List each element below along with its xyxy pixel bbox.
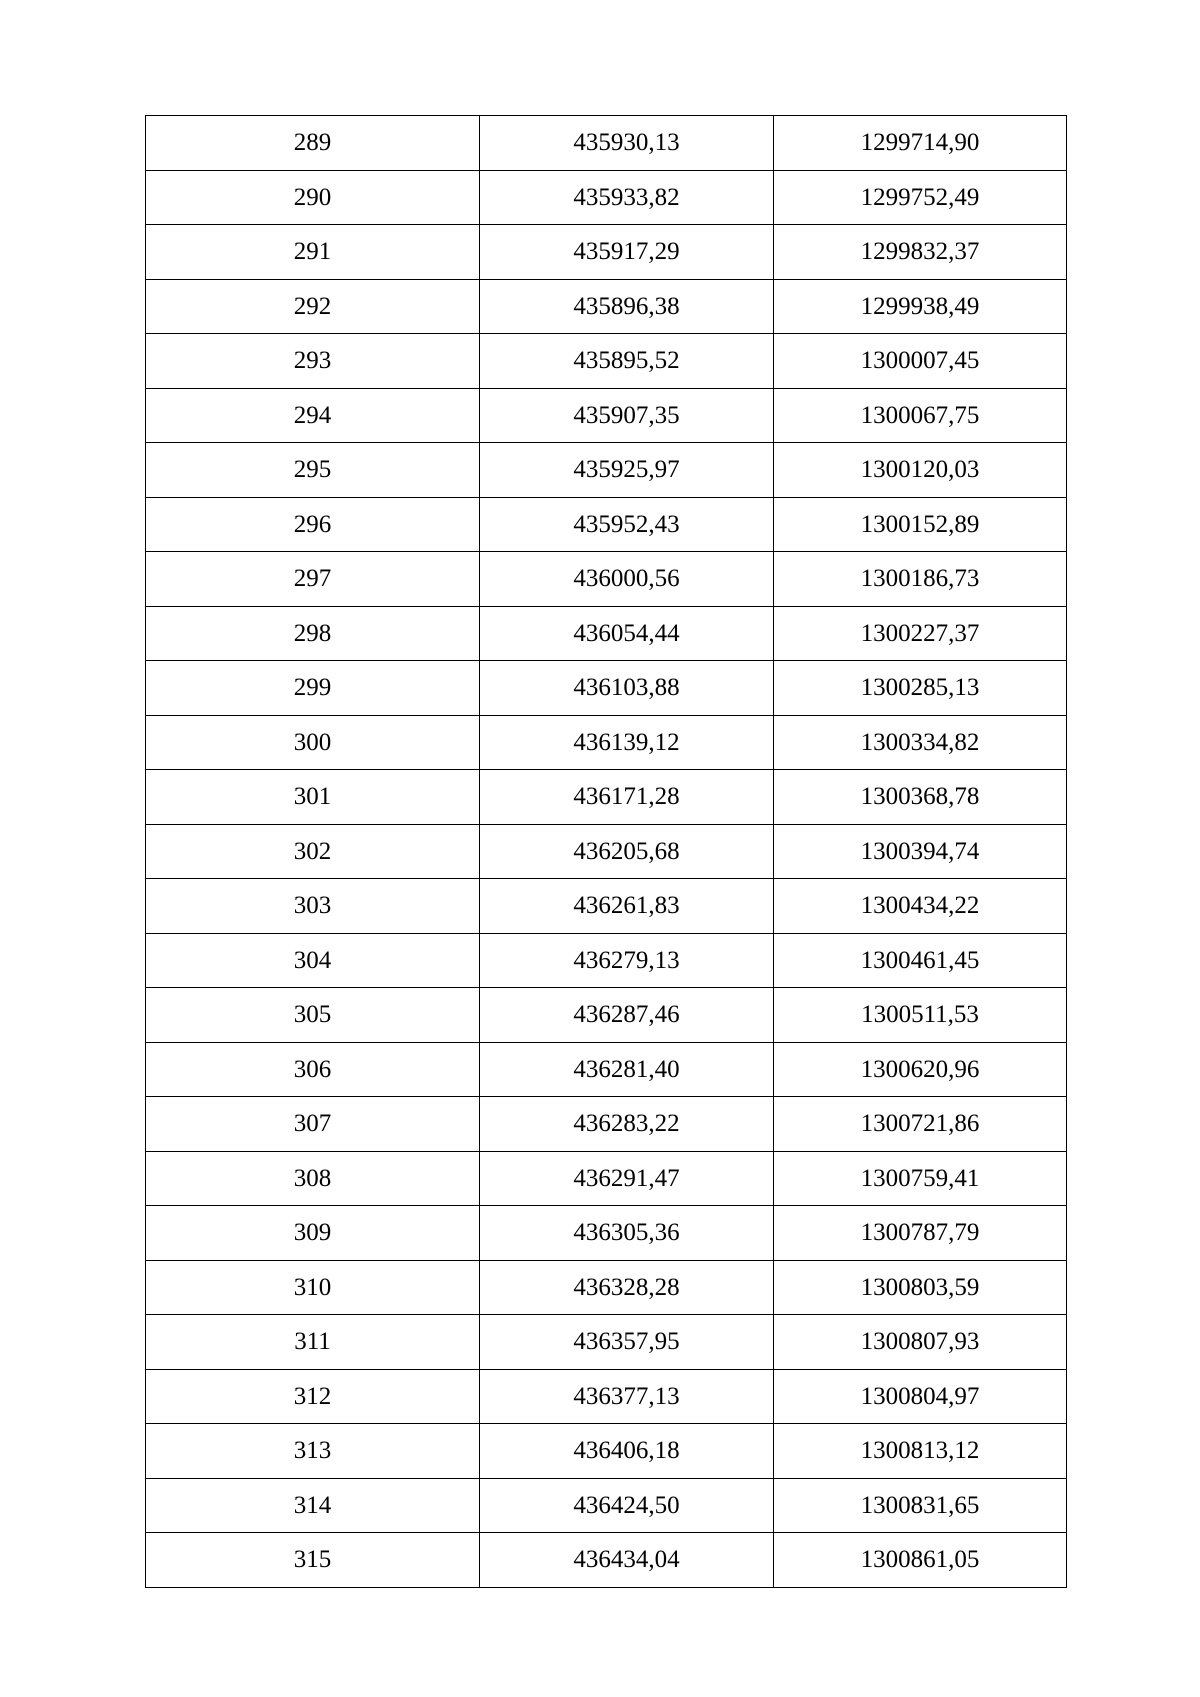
- x-coordinate-cell: 436377,13: [480, 1369, 774, 1424]
- table-row: [146, 1533, 1067, 1588]
- point-number-cell: 292: [146, 279, 480, 334]
- y-coordinate-cell: 1299832,37: [774, 225, 1067, 280]
- x-coordinate-cell: 436054,44: [480, 606, 774, 661]
- x-coordinate-cell: 435952,43: [480, 497, 774, 552]
- table-row: [146, 388, 1067, 443]
- y-coordinate-cell: 1300807,93: [774, 1315, 1067, 1370]
- point-number-cell: 296: [146, 497, 480, 552]
- x-coordinate-cell: 436139,12: [480, 715, 774, 770]
- point-number-cell: 311: [146, 1315, 480, 1370]
- point-number-cell: 302: [146, 824, 480, 879]
- x-coordinate-cell: 436291,47: [480, 1151, 774, 1206]
- table-row: [146, 661, 1067, 716]
- y-coordinate-cell: 1300434,22: [774, 879, 1067, 934]
- y-coordinate-cell: 1300721,86: [774, 1097, 1067, 1152]
- point-number-cell: 301: [146, 770, 480, 825]
- x-coordinate-cell: 435895,52: [480, 334, 774, 389]
- table-row: [146, 497, 1067, 552]
- x-coordinate-cell: 435896,38: [480, 279, 774, 334]
- x-coordinate-cell: 436357,95: [480, 1315, 774, 1370]
- x-coordinate-cell: 436424,50: [480, 1478, 774, 1533]
- y-coordinate-cell: 1300368,78: [774, 770, 1067, 825]
- y-coordinate-cell: 1300227,37: [774, 606, 1067, 661]
- table-row: [146, 279, 1067, 334]
- table-row: [146, 988, 1067, 1043]
- table-row: [146, 443, 1067, 498]
- point-number-cell: 289: [146, 116, 480, 171]
- y-coordinate-cell: 1300511,53: [774, 988, 1067, 1043]
- table-row: [146, 770, 1067, 825]
- table-row: [146, 933, 1067, 988]
- y-coordinate-cell: 1300804,97: [774, 1369, 1067, 1424]
- y-coordinate-cell: 1300461,45: [774, 933, 1067, 988]
- point-number-cell: 294: [146, 388, 480, 443]
- point-number-cell: 305: [146, 988, 480, 1043]
- table-row: [146, 1097, 1067, 1152]
- y-coordinate-cell: 1300007,45: [774, 334, 1067, 389]
- table-row: [146, 116, 1067, 171]
- x-coordinate-cell: 436328,28: [480, 1260, 774, 1315]
- y-coordinate-cell: 1299938,49: [774, 279, 1067, 334]
- table-row: [146, 1315, 1067, 1370]
- x-coordinate-cell: 435930,13: [480, 116, 774, 171]
- y-coordinate-cell: 1300813,12: [774, 1424, 1067, 1479]
- y-coordinate-cell: 1300334,82: [774, 715, 1067, 770]
- x-coordinate-cell: 436205,68: [480, 824, 774, 879]
- table-row: [146, 879, 1067, 934]
- x-coordinate-cell: 436287,46: [480, 988, 774, 1043]
- table-row: [146, 1369, 1067, 1424]
- point-number-cell: 307: [146, 1097, 480, 1152]
- point-number-cell: 306: [146, 1042, 480, 1097]
- table-row: [146, 1478, 1067, 1533]
- x-coordinate-cell: 436171,28: [480, 770, 774, 825]
- y-coordinate-cell: 1299714,90: [774, 116, 1067, 171]
- point-number-cell: 309: [146, 1206, 480, 1261]
- table-row: [146, 824, 1067, 879]
- table-row: [146, 715, 1067, 770]
- y-coordinate-cell: 1300394,74: [774, 824, 1067, 879]
- y-coordinate-cell: 1299752,49: [774, 170, 1067, 225]
- x-coordinate-cell: 436305,36: [480, 1206, 774, 1261]
- point-number-cell: 308: [146, 1151, 480, 1206]
- point-number-cell: 304: [146, 933, 480, 988]
- coordinates-table: [145, 115, 1067, 1588]
- y-coordinate-cell: 1300787,79: [774, 1206, 1067, 1261]
- point-number-cell: 297: [146, 552, 480, 607]
- table-row: [146, 1260, 1067, 1315]
- point-number-cell: 312: [146, 1369, 480, 1424]
- table-row: [146, 1042, 1067, 1097]
- x-coordinate-cell: 435907,35: [480, 388, 774, 443]
- point-number-cell: 303: [146, 879, 480, 934]
- table-row: [146, 1206, 1067, 1261]
- point-number-cell: 313: [146, 1424, 480, 1479]
- y-coordinate-cell: 1300186,73: [774, 552, 1067, 607]
- x-coordinate-cell: 436103,88: [480, 661, 774, 716]
- table-row: [146, 1424, 1067, 1479]
- point-number-cell: 299: [146, 661, 480, 716]
- point-number-cell: 295: [146, 443, 480, 498]
- y-coordinate-cell: 1300759,41: [774, 1151, 1067, 1206]
- x-coordinate-cell: 435933,82: [480, 170, 774, 225]
- x-coordinate-cell: 436000,56: [480, 552, 774, 607]
- table-row: [146, 334, 1067, 389]
- x-coordinate-cell: 436434,04: [480, 1533, 774, 1588]
- y-coordinate-cell: 1300831,65: [774, 1478, 1067, 1533]
- y-coordinate-cell: 1300285,13: [774, 661, 1067, 716]
- point-number-cell: 315: [146, 1533, 480, 1588]
- table-row: [146, 170, 1067, 225]
- y-coordinate-cell: 1300067,75: [774, 388, 1067, 443]
- table-row: [146, 1151, 1067, 1206]
- table-row: [146, 606, 1067, 661]
- point-number-cell: 310: [146, 1260, 480, 1315]
- point-number-cell: 290: [146, 170, 480, 225]
- coordinates-table-body: [146, 116, 1067, 1588]
- x-coordinate-cell: 435917,29: [480, 225, 774, 280]
- x-coordinate-cell: 436281,40: [480, 1042, 774, 1097]
- point-number-cell: 300: [146, 715, 480, 770]
- point-number-cell: 314: [146, 1478, 480, 1533]
- point-number-cell: 298: [146, 606, 480, 661]
- point-number-cell: 291: [146, 225, 480, 280]
- point-number-cell: 293: [146, 334, 480, 389]
- y-coordinate-cell: 1300861,05: [774, 1533, 1067, 1588]
- y-coordinate-cell: 1300120,03: [774, 443, 1067, 498]
- x-coordinate-cell: 436261,83: [480, 879, 774, 934]
- y-coordinate-cell: 1300803,59: [774, 1260, 1067, 1315]
- table-row: [146, 552, 1067, 607]
- y-coordinate-cell: 1300152,89: [774, 497, 1067, 552]
- y-coordinate-cell: 1300620,96: [774, 1042, 1067, 1097]
- table-row: [146, 225, 1067, 280]
- x-coordinate-cell: 436283,22: [480, 1097, 774, 1152]
- x-coordinate-cell: 436406,18: [480, 1424, 774, 1479]
- x-coordinate-cell: 435925,97: [480, 443, 774, 498]
- x-coordinate-cell: 436279,13: [480, 933, 774, 988]
